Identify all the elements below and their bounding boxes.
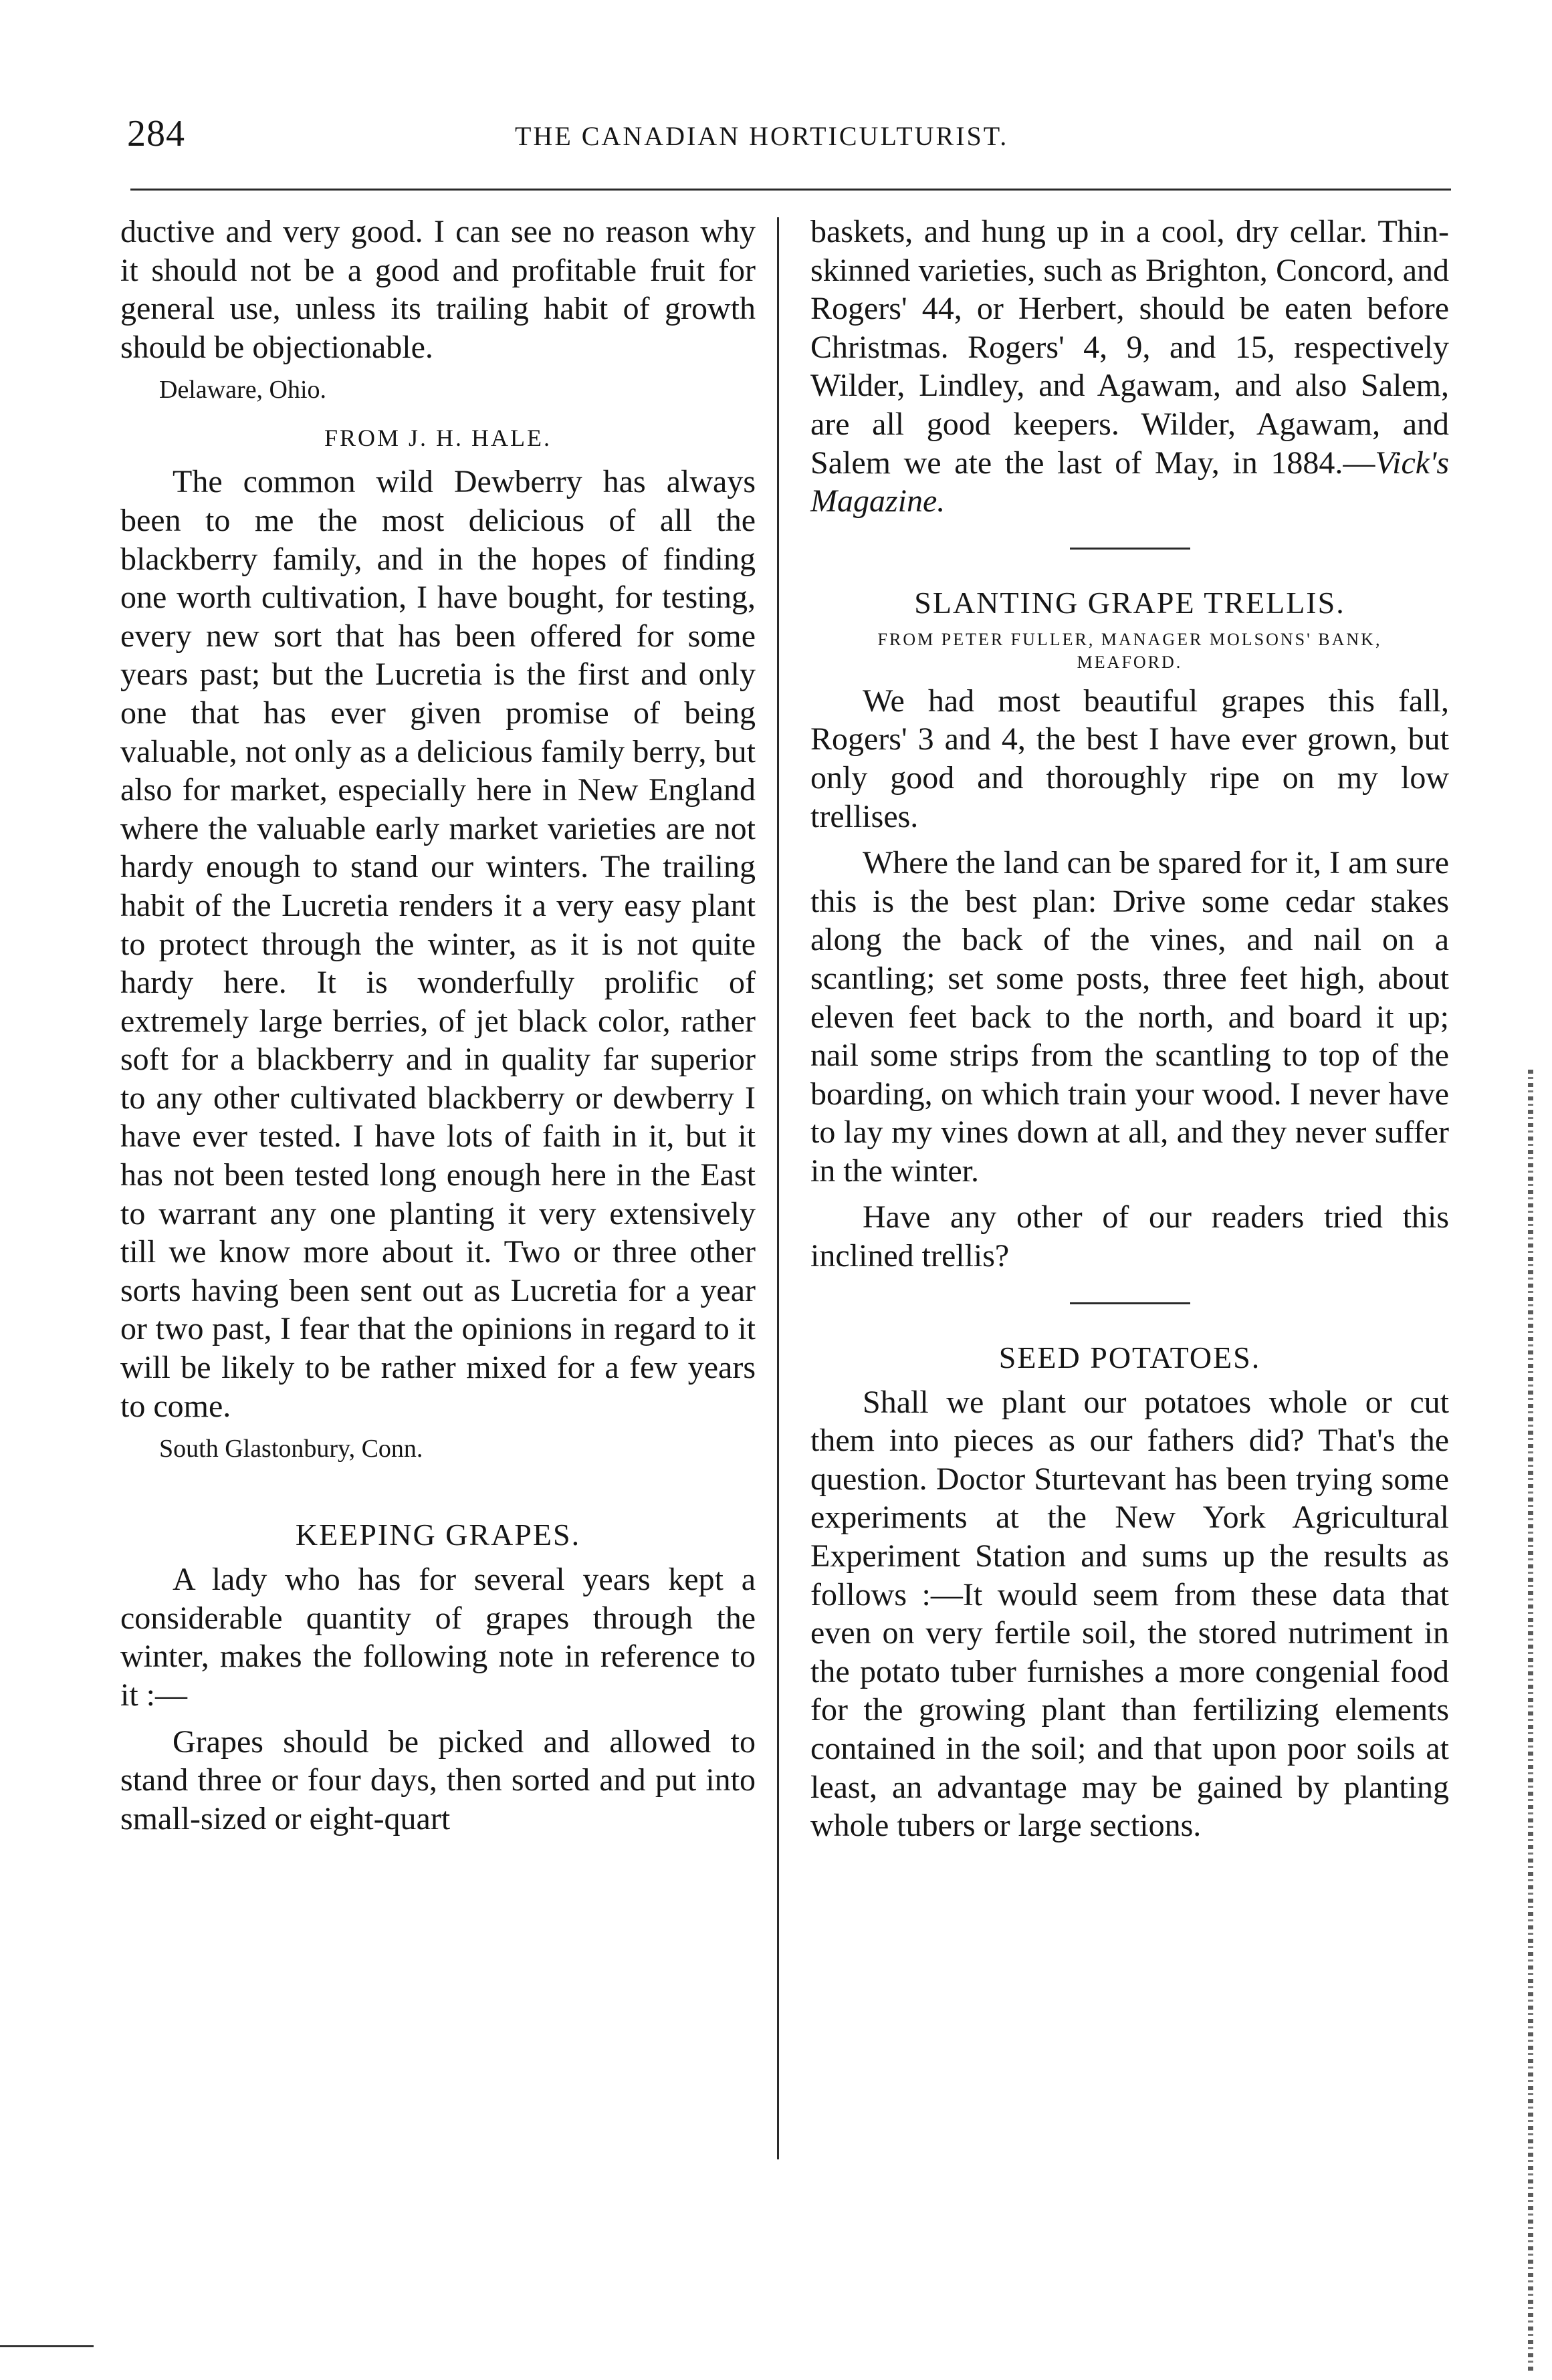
heading-slanting-grape-trellis: SLANTING GRAPE TRELLIS. [914, 585, 1345, 620]
signature-delaware: Delaware, Ohio. [159, 376, 327, 404]
column-divider [777, 217, 779, 2159]
signature-glastonbury: South Glastonbury, Conn. [159, 1435, 423, 1463]
paragraph-baskets [810, 213, 1449, 521]
section-rule-2 [1070, 1302, 1190, 1304]
paragraph-baskets-text: baskets, and hung up in a cool, dry cellar. Thin-skinned varieties, such as Brighton, Concord, and Rogers' 44, or Herbert, should be eaten before Christmas. Rogers' 4, 9, and 15, respectively Wilder, Lindley, and Agawam, and also Salem, are all good keepers. Wilder, Agawam, and Salem we ate the last of May, in 1884.— [810, 214, 1449, 481]
source-vicks-magazine: Vick's Magazine. [810, 445, 1449, 519]
section-rule-1 [1070, 548, 1190, 550]
paragraph-trellis-2: Where the land can be spared for it, I am sure this is the best plan: Drive some cedar stakes along the back of the vines, and nail on a scantling; set some posts, three feet high, about eleven feet back to the north, and board it up; nail some strips from the scantling to top of the boarding, on which train your wood. I never have to lay my vines down at all, and they never suffer in the winter. [810, 845, 1449, 1189]
heading-seed-potatoes: SEED POTATOES. [998, 1340, 1261, 1375]
running-title: THE CANADIAN HORTICULTURIST. [515, 121, 1009, 151]
paragraph-keeping-1: A lady who has for several years kept a considerable quantity of grapes through the winter, makes the following note in reference to it :— [120, 1562, 756, 1713]
paragraph-trellis-3: Have any other of our readers tried this inclined trellis? [810, 1199, 1449, 1274]
paragraph-potatoes: Shall we plant our potatoes whole or cut them into pieces as our fathers did? That's the question. Doctor Sturtevant has been trying some experiments at the New York Agricultural Experiment Station and sums up the results as follows :—It would seem from these data that even on very fertile soil, the stored nutriment in the potato tuber furnishes a more congenial food for the growing plant than fertilizing elements contained in the soil; and that upon poor soils at least, an advantage may be gained by planting whole tubers or large sections. [810, 1384, 1449, 1844]
page-number: 284 [127, 113, 185, 154]
paragraph-hale: The common wild Dewberry has always been to me the most delicious of all the blackberry family, and in the hopes of finding one worth cultivation, I have bought, for testing, every new sort that has been offered for some years past; but the Lucretia is the first and only one that has ever given promise of being valuable, not only as a delicious family berry, but also for market, especially here in New England where the valuable early market varieties are not hardy enough to stand our winters. The trailing habit of the Lucretia renders it a very easy plant to protect through the winter, as it is not quite hardy here. It is wonderfully prolific of extremely large berries, of jet black color, rather soft for a blackberry and in quality far superior to any other cultivated blackberry or dewberry I have ever tested. I have lots of faith in it, but it has not been tested long enough here in the East to warrant any one planting it very extensively till we know more about it. Two or three other sorts having been sent out as Lucretia for a year or two past, I fear that the opinions in regard to it will be likely to be rather mixed for a few years to come. [120, 464, 756, 1424]
scan-edge-mark [1528, 1070, 1533, 2373]
scan-foot-mark [0, 2345, 94, 2347]
right-column [810, 213, 1449, 1845]
header-rule [130, 189, 1451, 191]
byline-hale: FROM J. H. HALE. [324, 425, 552, 452]
paragraph-keeping-2: Grapes should be picked and allowed to stand three or four days, then sorted and put into small-sized or eight-quart [120, 1723, 756, 1836]
left-column [120, 213, 756, 1838]
heading-keeping-grapes: KEEPING GRAPES. [295, 1518, 581, 1552]
byline-peter-fuller: FROM PETER FULLER, MANAGER MOLSONS' BANK, MEAFORD. [877, 629, 1382, 672]
paragraph-continued: ductive and very good. I can see no reason why it should not be a good and profitable fruit for general use, unless its trailing habit of growth should be objectionable. [120, 214, 756, 365]
paragraph-trellis-1: We had most beautiful grapes this fall, Rogers' 3 and 4, the best I have ever grown, but only good and thoroughly ripe on my low trellises. [810, 683, 1449, 834]
